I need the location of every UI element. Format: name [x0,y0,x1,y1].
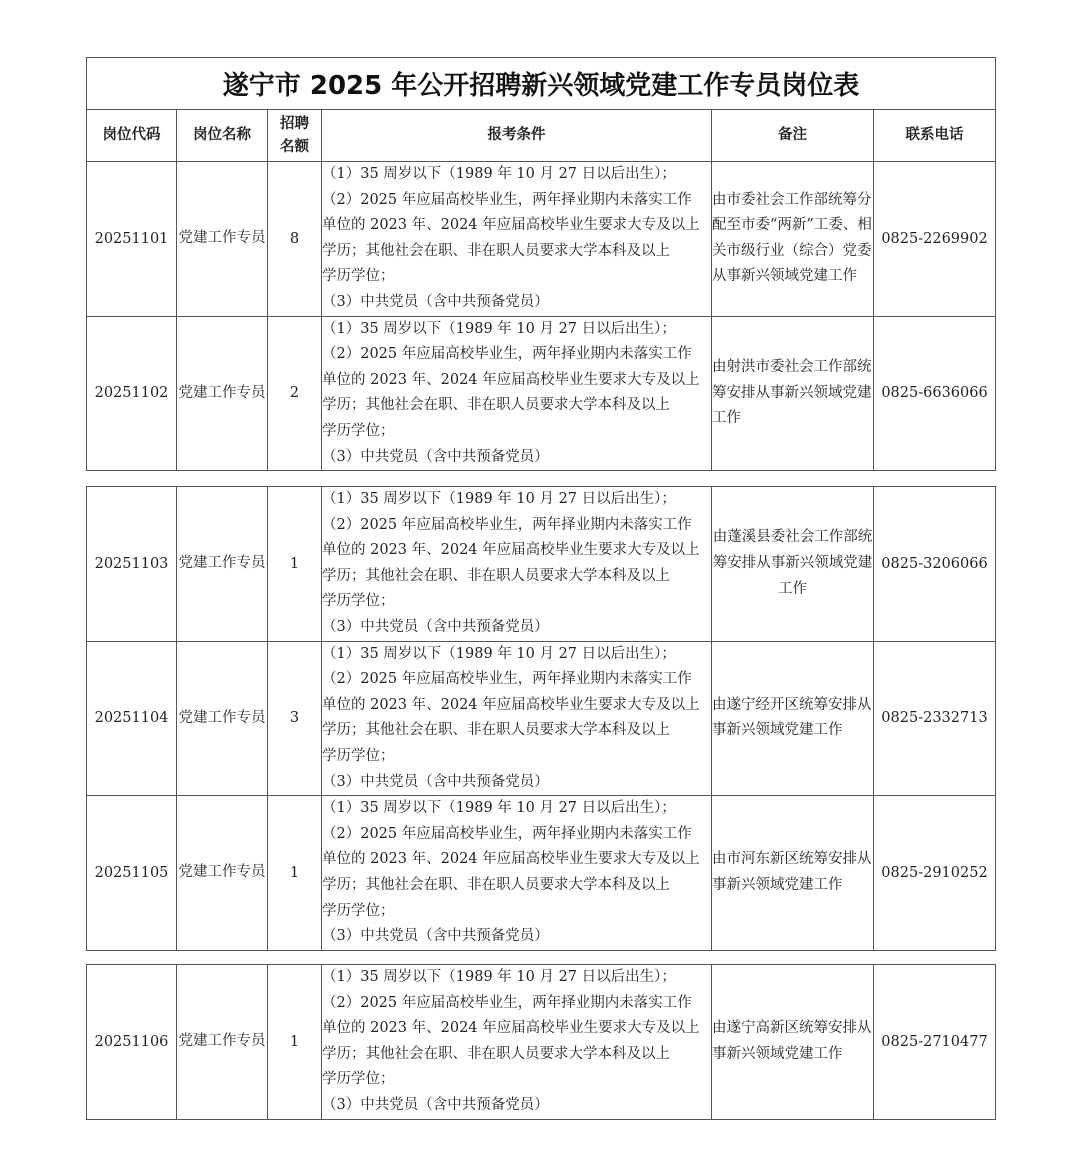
header-conditions: 报考条件 [322,110,712,162]
header-count-line2: 名额 [280,138,309,155]
position-conditions [322,487,712,642]
table-header [87,110,996,162]
contact-phone: 0825-2332713 [874,641,996,796]
position-note: 由市河东新区统筹安排从事新兴领域党建工作 [712,796,874,951]
position-note: 由射洪市委社会工作部统筹安排从事新兴领域党建工作 [712,316,874,471]
position-name: 党建工作专员 [177,641,268,796]
condition-line: （1）35 周岁以下（1989 年 10 月 27 日以后出生）； [322,800,676,817]
condition-line: 单位的 2023 年、2024 年应届高校毕业生要求大专及以上 [322,1020,700,1037]
recruitment-table-part-3 [86,964,996,1120]
condition-line: 学历学位； [322,1071,395,1088]
condition-line: 单位的 2023 年、2024 年应届高校毕业生要求大专及以上 [322,542,700,559]
condition-line: 学历学位； [322,902,395,919]
condition-line: （2）2025 年应届高校毕业生，两年择业期内未落实工作 [322,825,692,842]
condition-line: （3）中共党员（含中共预备党员） [322,618,549,635]
header-note: 备注 [712,110,874,162]
position-conditions [322,316,712,471]
condition-line: 单位的 2023 年、2024 年应届高校毕业生要求大专及以上 [322,696,700,713]
recruitment-table-part-1 [86,57,996,471]
condition-line: 学历学位； [322,747,395,764]
position-name: 党建工作专员 [177,487,268,642]
position-code: 20251104 [87,641,177,796]
condition-line: （1）35 周岁以下（1989 年 10 月 27 日以后出生）； [322,166,676,182]
condition-line: 学历；其他社会在职、非在职人员要求大学本科及以上 [322,876,670,893]
header-name: 岗位名称 [177,110,268,162]
condition-line: 学历学位； [322,422,395,439]
contact-phone: 0825-2910252 [874,796,996,951]
position-code: 20251102 [87,316,177,471]
table-row [87,965,996,1120]
table-row [87,796,996,951]
condition-line: （1）35 周岁以下（1989 年 10 月 27 日以后出生）； [322,320,676,337]
condition-line: 单位的 2023 年、2024 年应届高校毕业生要求大专及以上 [322,371,700,388]
position-code: 20251106 [87,965,177,1120]
position-note: 由蓬溪县委社会工作部统筹安排从事新兴领域党建工作 [712,487,874,642]
position-note: 由市委社会工作部统筹分配至市委“两新”工委、相关市级行业（综合）党委从事新兴领域党建工作 [712,162,874,317]
position-code: 20251105 [87,796,177,951]
condition-line: （1）35 周岁以下（1989 年 10 月 27 日以后出生）； [322,491,676,507]
page-title: 遂宁市 2025 年公开招聘新兴领域党建工作专员岗位表 [87,58,996,110]
position-code: 20251103 [87,487,177,642]
condition-line: （2）2025 年应届高校毕业生，两年择业期内未落实工作 [322,346,692,363]
position-note: 由遂宁经开区统筹安排从事新兴领域党建工作 [712,641,874,796]
condition-line: （1）35 周岁以下（1989 年 10 月 27 日以后出生）； [322,969,676,985]
position-name: 党建工作专员 [177,796,268,951]
condition-line: （3）中共党员（含中共预备党员） [322,448,549,465]
position-name: 党建工作专员 [177,965,268,1120]
condition-line: （3）中共党员（含中共预备党员） [322,1096,549,1113]
recruitment-table-part-2 [86,486,996,951]
position-count: 3 [268,641,322,796]
header-count [268,110,322,162]
table-row [87,487,996,642]
position-name: 党建工作专员 [177,316,268,471]
position-conditions [322,965,712,1120]
condition-line: 学历；其他社会在职、非在职人员要求大学本科及以上 [322,397,670,414]
position-conditions [322,796,712,951]
contact-phone: 0825-6636066 [874,316,996,471]
condition-line: （3）中共党员（含中共预备党员） [322,928,549,945]
position-name: 党建工作专员 [177,162,268,317]
condition-line: 学历；其他社会在职、非在职人员要求大学本科及以上 [322,242,670,259]
header-count-line1: 招聘 [280,115,309,132]
position-conditions [322,162,712,317]
condition-line: 单位的 2023 年、2024 年应届高校毕业生要求大专及以上 [322,217,700,234]
condition-line: 学历；其他社会在职、非在职人员要求大学本科及以上 [322,722,670,739]
table-row [87,162,996,317]
table-row [87,641,996,796]
condition-line: （2）2025 年应届高校毕业生，两年择业期内未落实工作 [322,516,692,533]
condition-line: （2）2025 年应届高校毕业生，两年择业期内未落实工作 [322,671,692,688]
condition-line: 学历学位； [322,593,395,610]
header-phone: 联系电话 [874,110,996,162]
position-count: 2 [268,316,322,471]
contact-phone: 0825-2710477 [874,965,996,1120]
contact-phone: 0825-3206066 [874,487,996,642]
condition-line: （1）35 周岁以下（1989 年 10 月 27 日以后出生）； [322,645,676,662]
condition-line: 学历学位； [322,268,395,285]
position-count: 8 [268,162,322,317]
position-conditions [322,641,712,796]
condition-line: （3）中共党员（含中共预备党员） [322,293,549,310]
contact-phone: 0825-2269902 [874,162,996,317]
condition-line: 学历；其他社会在职、非在职人员要求大学本科及以上 [322,1045,670,1062]
position-count: 1 [268,796,322,951]
condition-line: （2）2025 年应届高校毕业生，两年择业期内未落实工作 [322,191,692,208]
condition-line: （3）中共党员（含中共预备党员） [322,773,549,790]
condition-line: 学历；其他社会在职、非在职人员要求大学本科及以上 [322,567,670,584]
condition-line: 单位的 2023 年、2024 年应届高校毕业生要求大专及以上 [322,851,700,868]
position-count: 1 [268,965,322,1120]
position-count: 1 [268,487,322,642]
position-code: 20251101 [87,162,177,317]
table-row [87,316,996,471]
header-code: 岗位代码 [87,110,177,162]
position-note: 由遂宁高新区统筹安排从事新兴领域党建工作 [712,965,874,1120]
condition-line: （2）2025 年应届高校毕业生，两年择业期内未落实工作 [322,994,692,1011]
